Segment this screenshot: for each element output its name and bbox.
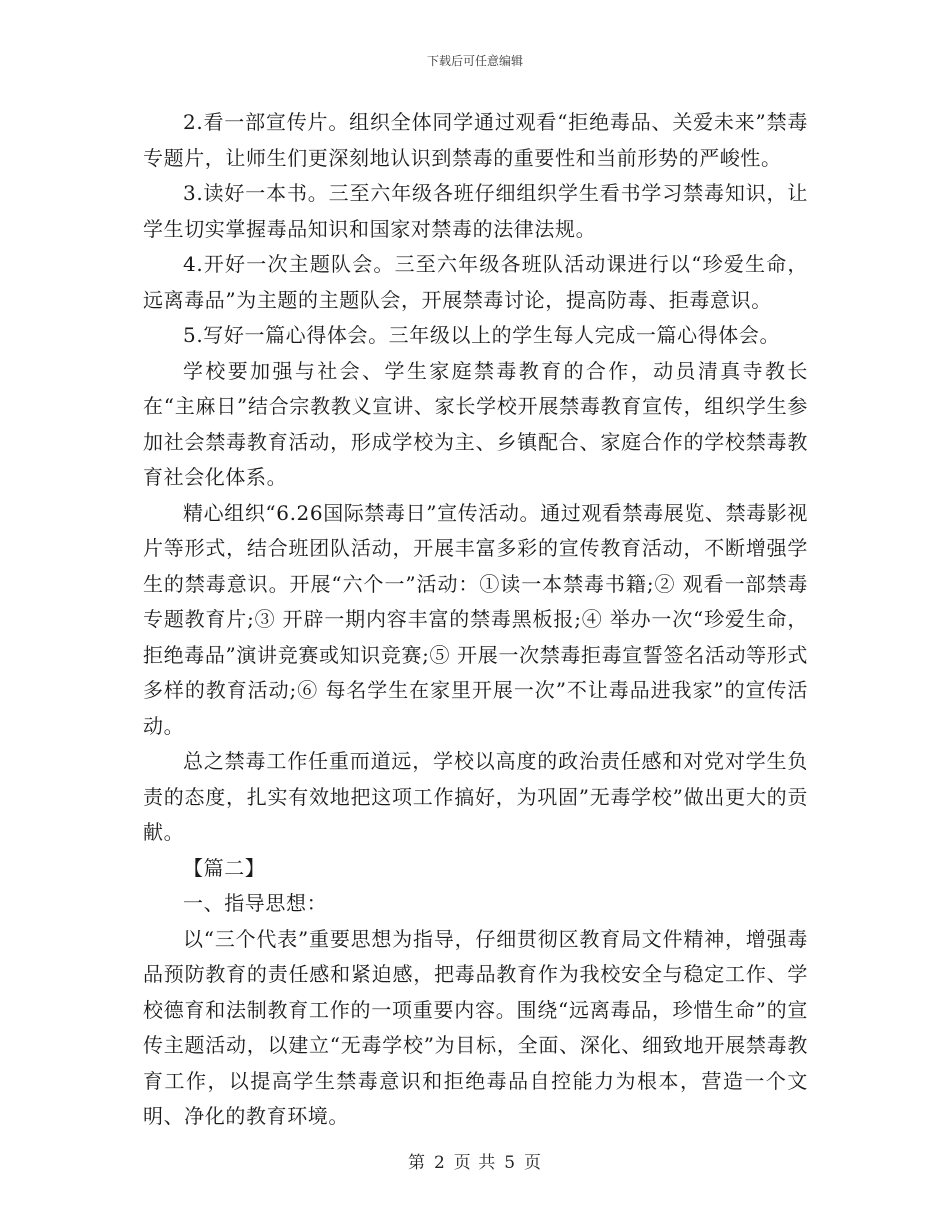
document-body (143, 105, 808, 1135)
paragraph-watch-film: 2.看一部宣传片。组织全体同学通过观看“拒绝毒品、关爱未来”禁毒专题片，让师生们更深刻地认识到禁毒的重要性和当前形势的严峻性。 (143, 110, 808, 170)
footer-current-page: 2 (433, 1153, 446, 1173)
paragraph-anti-drug-day: 精心组织“6.26国际禁毒日”宣传活动。通过观看禁毒展览、禁毒影视片等形式，结合班团队活动，开展丰富多彩的宣传教育活动，不断增强学生的禁毒意识。开展“六个一”活动：①读一本禁毒书籍;② 观看一部禁毒专题教育片;③ 开辟一期内容丰富的禁毒黑板报;④ 举办一次“珍爱生命，拒绝毒品”演讲竞赛或知识竞赛;⑤ 开展一次禁毒拒毒宣誓签名活动等形式多样的教育活动;⑥ 每名学生在家里开展一次”不让毒品进我家”的宣传活动。 (143, 500, 808, 738)
footer-suffix: 页 (524, 1153, 543, 1173)
page-footer (0, 1148, 950, 1173)
paragraph-guiding-ideology: 以“三个代表”重要思想为指导，仔细贯彻区教育局文件精神，增强毒品预防教育的责任感和紧迫感，把毒品教育作为我校安全与稳定工作、学校德育和法制教育工作的一项重要内容。围绕“远离毒品，珍惜生命”的宣传主题活动，以建立“无毒学校”为目标，全面、深化、细致地开展禁毒教育工作，以提高学生禁毒意识和拒绝毒品自控能力为根本，营造一个文明、净化的教育环境。 (143, 926, 808, 1128)
paragraph-read-book: 3.读好一本书。三至六年级各班仔细组织学生看书学习禁毒知识，让学生切实掌握毒品知识和国家对禁毒的法律法规。 (143, 181, 808, 241)
footer-total-pages: 5 (504, 1153, 517, 1173)
paragraph-school-cooperation: 学校要加强与社会、学生家庭禁毒教育的合作，动员清真寺教长在“主麻日”结合宗教教义宣讲、家长学校开展禁毒教育宣传，组织学生参加社会禁毒教育活动，形成学校为主、乡镇配合、家庭合作的学校禁毒教育社会化体系。 (143, 358, 808, 489)
subheading-guiding-ideology: 一、指导思想： (183, 891, 328, 915)
paragraph-write-reflection: 5.写好一篇心得体会。三年级以上的学生每人完成一篇心得体会。 (183, 323, 781, 347)
paragraph-theme-meeting: 4.开好一次主题队会。三至六年级各班队活动课进行以“珍爱生命，远离毒品”为主题的主题队会，开展禁毒讨论，提高防毒、拒毒意识。 (143, 252, 808, 312)
paragraph-conclusion: 总之禁毒工作任重而道远，学校以高度的政治责任感和对党对学生负责的态度，扎实有效地把这项工作搞好，为巩固”无毒学校”做出更大的贡献。 (143, 749, 808, 844)
section-heading-part-two: 【篇二】 (183, 855, 266, 880)
footer-middle: 页 共 (453, 1153, 497, 1173)
page-header: 下载后可任意编辑 (426, 54, 523, 68)
footer-prefix: 第 (407, 1153, 426, 1173)
